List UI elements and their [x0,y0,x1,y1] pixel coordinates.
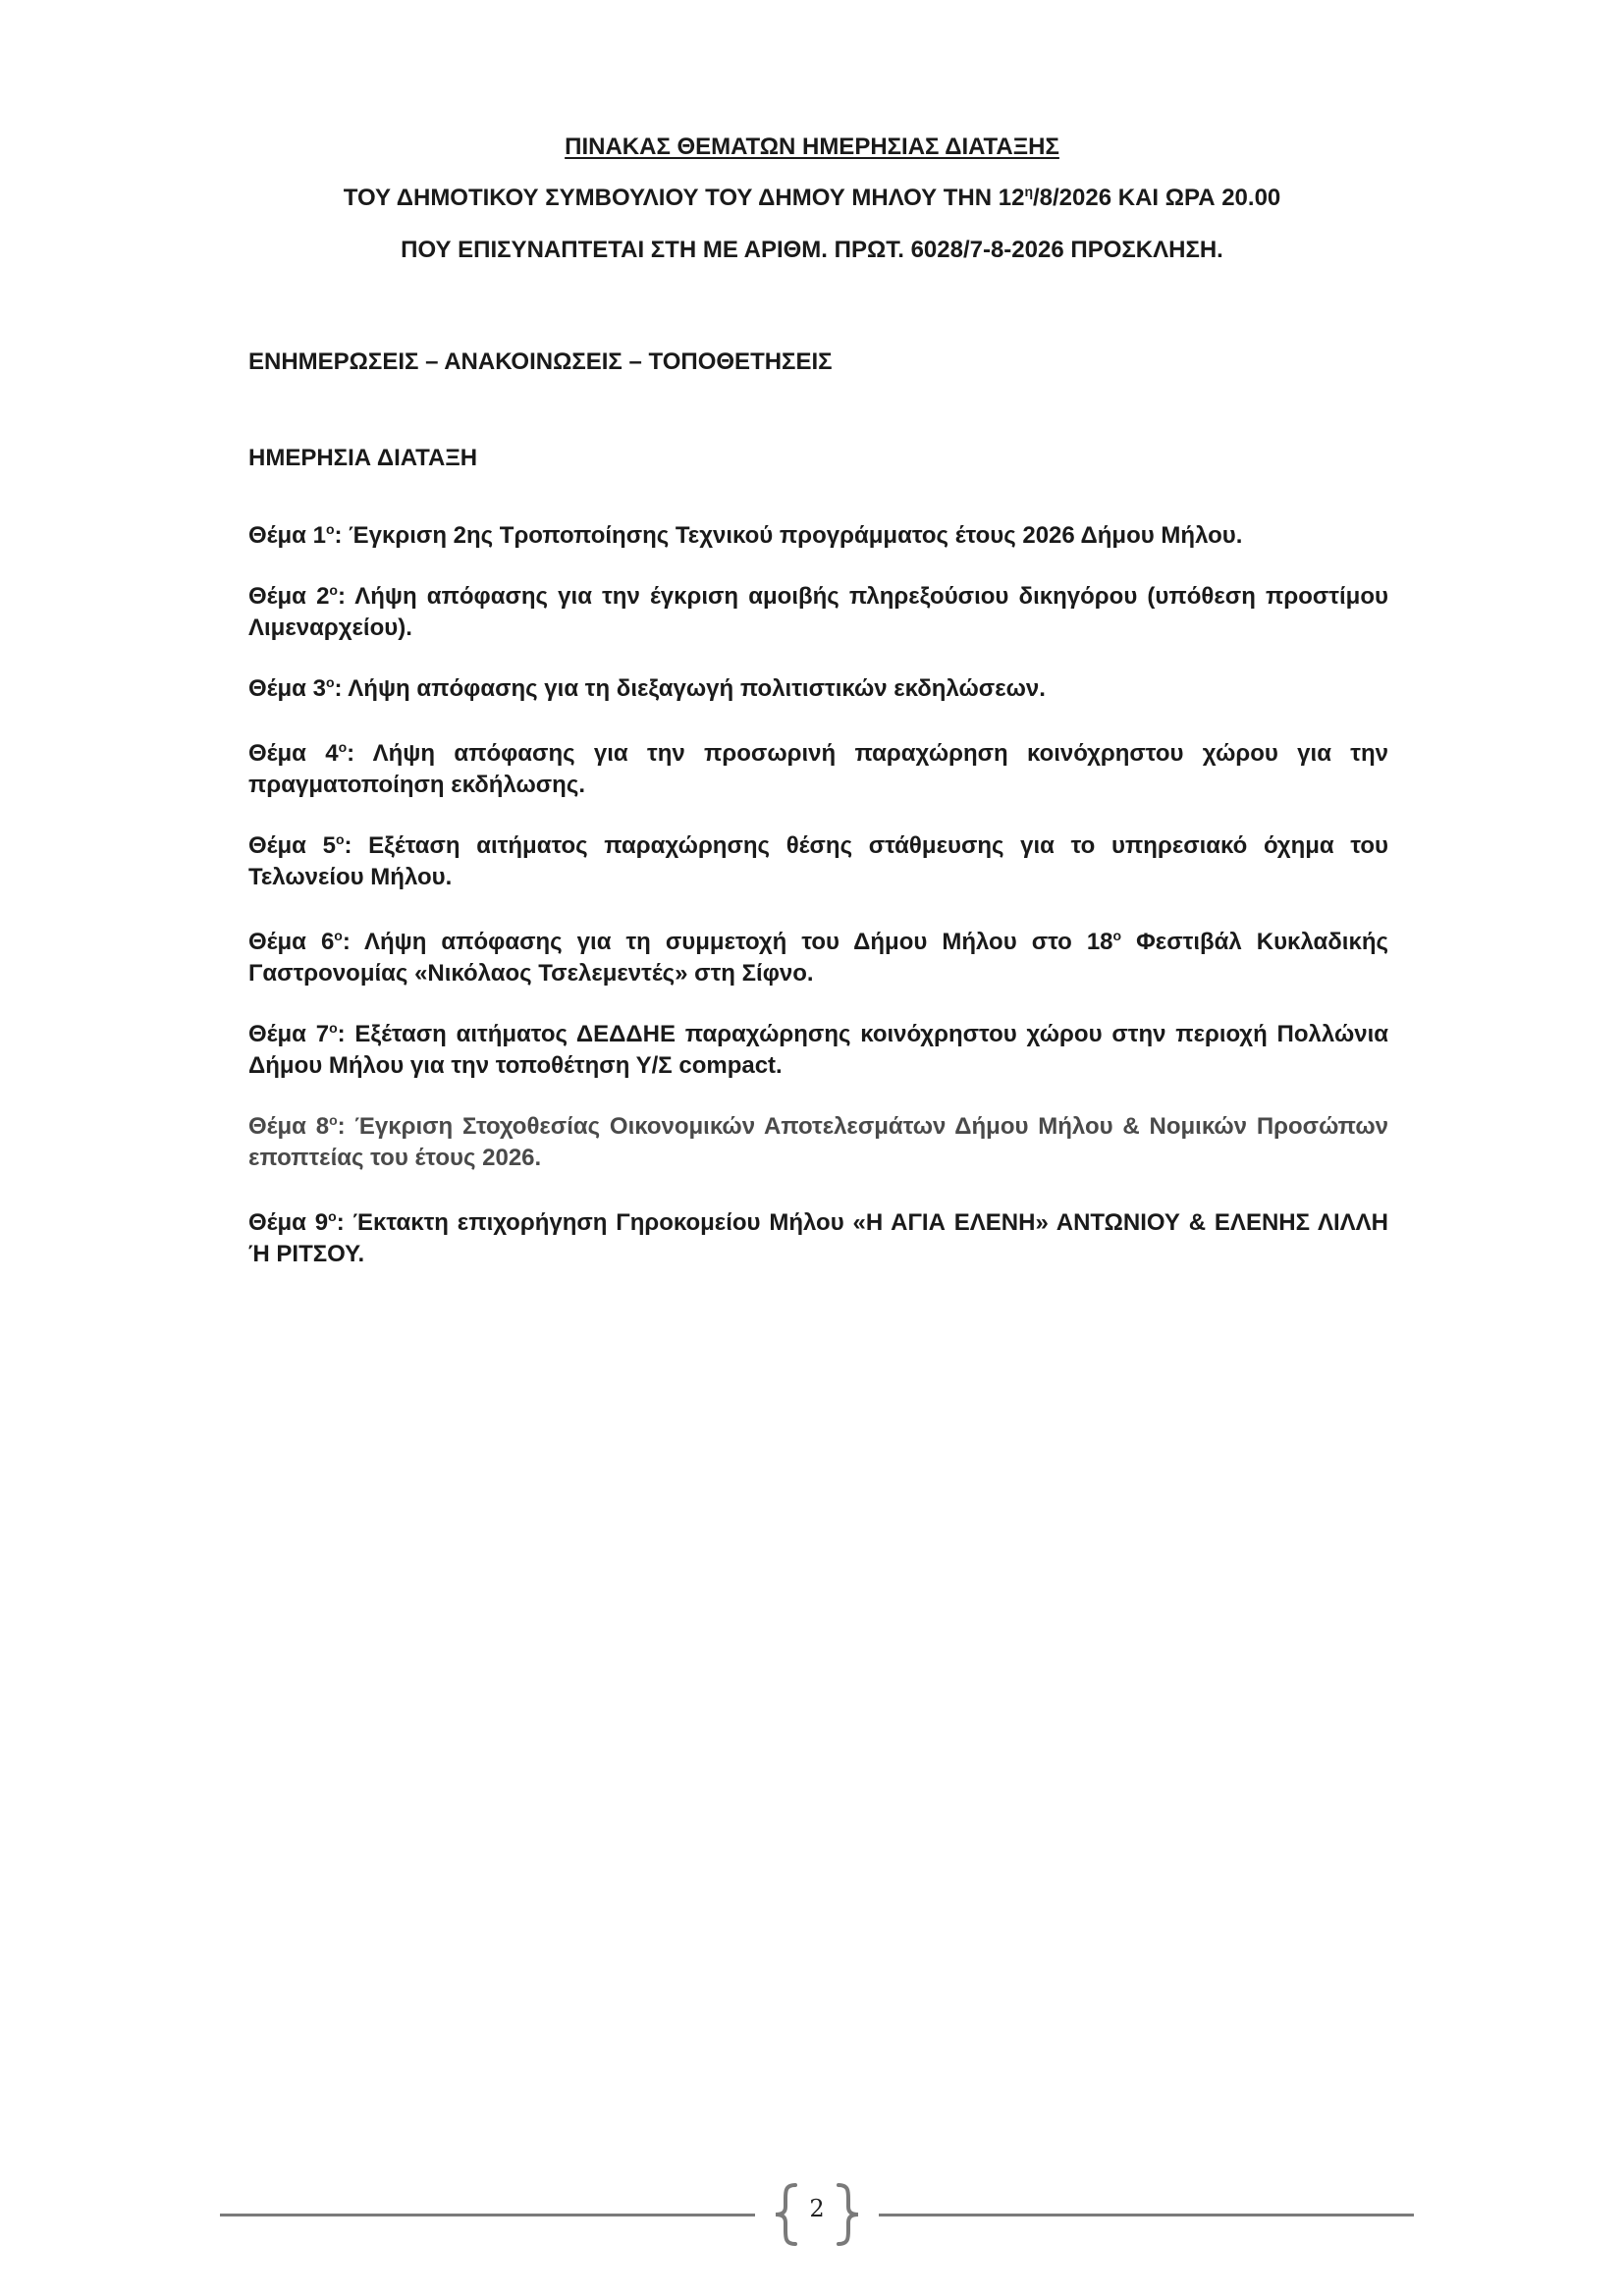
agenda-item-text: : Έκτακτη επιχορήγηση Γηροκομείου Μήλου «Η ΑΓΙΑ ΕΛΕΝΗ» ΑΝΤΩΝΙΟΥ & ΕΛΕΝΗΣ ΛΙΛΛΗ Ή ΡΙΤΣΟΥ. [248,1209,1388,1267]
agenda-item-prefix: Θέμα 1 [248,522,326,549]
agenda-item-8 [248,1111,1388,1174]
heading-date-superscript: η [1024,184,1033,199]
agenda-item-text: : Λήψη απόφασης για τη διεξαγωγή πολιτιστικών εκδηλώσεων. [334,675,1046,702]
heading-council-text: ΤΟΥ ΔΗΜΟΤΙΚΟΥ ΣΥΜΒΟΥΛΙΟΥ ΤΟΥ ΔΗΜΟΥ ΜΗΛΟΥ ΤΗΝ 12 [343,185,1025,211]
ordinal-superscript: ο [325,674,335,690]
agenda-item-2 [248,581,1388,644]
document-heading [0,133,1624,264]
heading-council-meeting [0,185,1624,212]
agenda-item-text: : Εξέταση αιτήματος ΔΕΔΔΗΕ παραχώρησης κοινόχρηστου χώρου στην περιοχή Πολλώνια Δήμου Μήλου για την τοποθέτηση Υ/Σ compact. [248,1021,1388,1079]
agenda-item-prefix: Θέμα 4 [248,740,339,767]
ordinal-superscript: ο [338,739,348,755]
ordinal-superscript: ο [335,831,345,847]
footer-rule-right [879,2214,1414,2216]
section-agenda: ΗΜΕΡΗΣΙΑ ΔΙΑΤΑΞΗ [248,445,478,471]
ordinal-superscript: ο [329,1020,338,1036]
agenda-item-text: : Εξέταση αιτήματος παραχώρησης θέσης στάθμευσης για το υπηρεσιακό όχημα του Τελωνείου Μήλου. [248,832,1389,890]
agenda-item-prefix: Θέμα 7 [248,1021,330,1047]
agenda-item-4 [248,738,1388,801]
agenda-item-text: : Έγκριση 2ης Τροποποίησης Τεχνικού προγράμματος έτους 2026 Δήμου Μήλου. [334,522,1243,549]
agenda-item-prefix: Θέμα 2 [248,583,330,610]
agenda-item-text: : Λήψη απόφασης για τη συμμετοχή του Δήμου Μήλου στο 18 [342,929,1113,955]
right-brace-icon [819,2181,878,2248]
agenda-item-prefix: Θέμα 3 [248,675,326,702]
agenda-item-3 [248,673,1388,705]
agenda-item-prefix: Θέμα 6 [248,929,335,955]
heading-invitation-reference: ΠΟΥ ΕΠΙΣΥΝΑΠΤΕΤΑΙ ΣΤΗ ΜΕ ΑΡΙΘΜ. ΠΡΩΤ. 6028/7-8-2026 ΠΡΟΣΚΛΗΣΗ. [401,237,1223,263]
ordinal-superscript: ο [1112,928,1122,943]
section-announcements: ΕΝΗΜΕΡΩΣΕΙΣ – ΑΝΑΚΟΙΝΩΣΕΙΣ – ΤΟΠΟΘΕΤΗΣΕΙΣ [248,348,833,375]
footer-rule-left [220,2214,755,2216]
agenda-item-7 [248,1019,1388,1082]
page-number: 2 [809,2195,825,2222]
agenda-item-text: : Λήψη απόφασης για την προσωρινή παραχώρηση κοινόχρηστου χώρου για την πραγματοποίηση εκδήλωσης. [248,740,1388,798]
agenda-item-prefix: Θέμα 9 [248,1209,329,1236]
heading-date-text: /8/2026 ΚΑΙ ΩΡΑ 20.00 [1033,185,1281,211]
agenda-item-1 [248,520,1388,552]
ordinal-superscript: ο [328,1208,337,1224]
agenda-item-9 [248,1207,1388,1270]
agenda-item-5 [248,830,1388,893]
agenda-item-text: : Έγκριση Στοχοθεσίας Οικονομικών Αποτελεσμάτων Δήμου Μήλου & Νομικών Προσώπων εποπτείας του έτους 2026. [248,1113,1389,1171]
ordinal-superscript: ο [329,1112,338,1128]
agenda-item-prefix: Θέμα 5 [248,832,336,859]
agenda-item-text-continued: Φεστιβάλ Κυκλαδικής Γαστρονομίας «Νικόλαος Τσελεμεντές» στη Σίφνο. [248,929,1388,987]
agenda-item-6 [248,927,1388,989]
agenda-item-text: : Λήψη απόφασης για την έγκριση αμοιβής πληρεξούσιου δικηγόρου (υπόθεση προστίμου Λιμεναρχείου). [248,583,1388,641]
ordinal-superscript: ο [334,928,343,943]
agenda-items-list [248,520,1388,1300]
ordinal-superscript: ο [329,582,338,598]
ordinal-superscript: ο [325,521,335,537]
heading-title: ΠΙΝΑΚΑΣ ΘΕΜΑΤΩΝ ΗΜΕΡΗΣΙΑΣ ΔΙΑΤΑΞΗΣ [565,133,1059,160]
page-footer [220,2181,1414,2250]
agenda-item-prefix: Θέμα 8 [248,1113,330,1140]
